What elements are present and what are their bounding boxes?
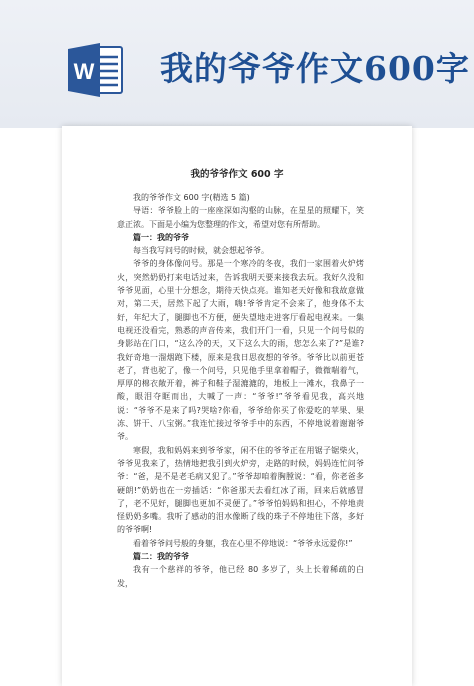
document-subtitle: 我的爷爷作文 600 字(精选 5 篇) [133,193,250,202]
paragraph: 导语：爷爷脸上的一座座深如沟壑的山脉，在星星的照耀下，笑意正浓。下面是小编为您整理的作文，希望对您有所帮助。 [117,206,364,229]
paragraph: 看着爷爷问号般的身躯，我在心里不停地说：“爷爷永远爱你!” [133,538,353,548]
word-icon [68,41,124,99]
section-heading: 篇二：我的爷爷 [133,552,189,562]
document-body [117,188,364,590]
section-heading: 篇一：我的爷爷 [133,232,189,242]
paragraph: 爷爷的身体像问号。那是一个寒冷的冬夜，我们一家围着火炉烤火，突然奶奶打来电话过来，告诉我明天要来接我去玩。我好久没和爷爷见面，心里十分想念，期待天快点亮。谁知老天好像和我故意做对，第二天，居然下起了大雨，嗨!爷爷肯定不会来了，他身体不太好，年纪大了，腿脚也不方便，便失望地走进客厅看起电视来。一集电视还没看完，熟悉的声音传来，我们开门一看，只见一个问号似的身影站在门口，“这么冷的天，又下这么大的雨，您怎么来了?”是谁?我好奇地一溜烟跑下楼，原来是我日思夜想的爷爷。爷爷比以前更苍老了，背也驼了，像一个问号，只见他手里拿着帽子，微微喘着气，厚厚的棉衣敞开着，裤子和鞋子湿漉漉的，地板上一滩水，我鼻子一酸，眼泪夺眶而出，大喊了一声：“爷爷!”爷爷看见我，高兴地说：“爷爷不是来了吗?哭啥?你看，爷爷给你买了你爱吃的苹果、果冻、饼干、八宝粥。”我连忙接过爷爷手中的东西，不停地说着谢谢爷爷。 [117,259,364,442]
paragraph: 寒假，我和妈妈来到爷爷家，闲不住的爷爷正在用锯子锯柴火，爷爷见我来了，热情地把我引到火炉旁，走路的时候，妈妈连忙问爷爷：“爸，是不是老毛病又犯了。”爷爷却咱着胸膛说：“看，你老爸多硬朗!”奶奶也在一旁插话：“你爸那天去看红冰了雨，回来后就感冒了，老不见好，腿脚也更加不灵便了。”爷爷怕妈妈和担心，不停地责怪奶奶多嘴。我听了感动的泪水像断了线的珠子不停地往下落，多好的爷爷啊! [117,445,364,535]
word-icon-letter: W [73,59,95,84]
paragraph: 每当我写问号的时候，就会想起爷爷。 [133,246,269,256]
document-page [62,126,412,686]
header-banner [0,0,474,128]
page-title: 我的爷爷作文600字 [160,49,470,88]
document-title: 我的爷爷作文 600 字 [190,169,284,180]
paragraph: 我有一个慈祥的爷爷，他已经 80 多岁了，头上长着稀疏的白发， [117,565,364,588]
